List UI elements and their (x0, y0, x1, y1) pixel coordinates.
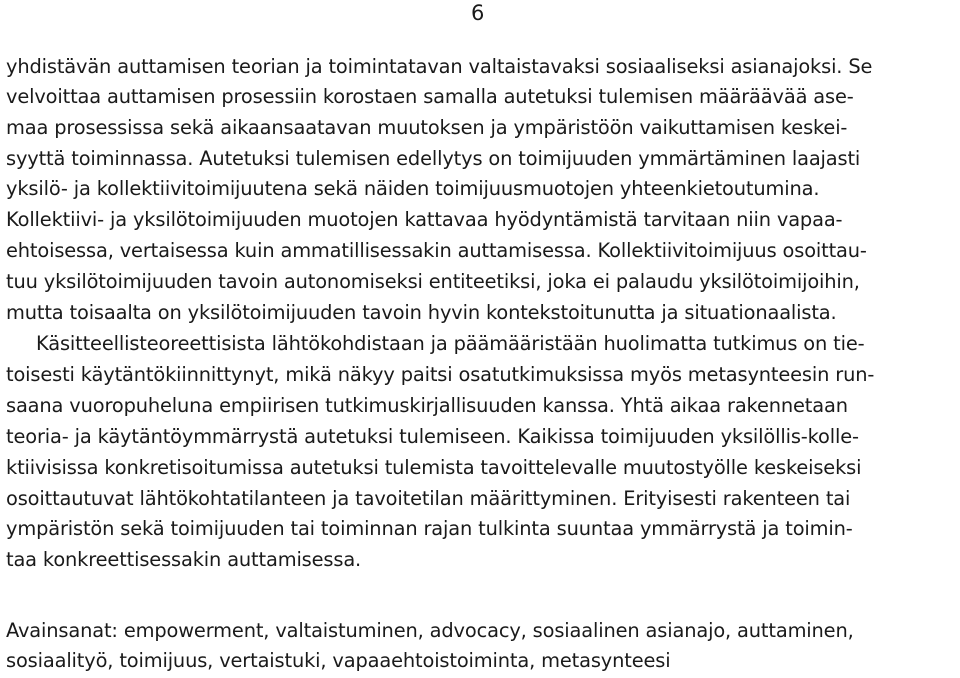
text-line: Käsitteellisteoreettisista lähtökohdistaan ja päämääristään huolimatta tutkimus on tie- (36, 332, 865, 355)
text-line: mutta toisaalta on yksilötoimijuuden tavoin hyvin kontekstoitunutta ja situationaalista. (6, 301, 837, 324)
text-line: ehtoisessa, vertaisessa kuin ammatillisessakin auttamisessa. Kollektiivitoimijuus osoittau- (6, 239, 867, 262)
text-line: yksilö- ja kollektiivitoimijuutena sekä näiden toimijuusmuotojen yhteenkietoutumina. (6, 177, 820, 200)
text-line: maa prosessissa sekä aikaansaatavan muutoksen ja ympäristöön vaikuttamisen keskei- (6, 116, 848, 139)
keywords-line: sosiaalityö, toimijuus, vertaistuki, vapaaehtoistoiminta, metasynteesi (6, 649, 671, 672)
text-line: ktiivisissa konkretisoitumissa autetuksi tulemista tavoittelevalle muutostyölle keskeiseksi (6, 456, 862, 479)
text-line: teoria- ja käytäntöymmärrystä autetuksi tulemiseen. Kaikissa toimijuuden yksilöllis-kolle- (6, 425, 859, 448)
text-line: velvoittaa auttamisen prosessiin korostaen samalla autetuksi tulemisen määräävää ase- (6, 85, 854, 108)
keywords-line: Avainsanat: empowerment, valtaistuminen, advocacy, sosiaalinen asianajo, auttaminen, (6, 619, 854, 642)
text-line: taa konkreettisessakin auttamisessa. (6, 548, 362, 571)
page-number: 6 (471, 1, 485, 25)
text-line: osoittautuvat lähtökohtatilanteen ja tavoitetilan määrittyminen. Erityisesti rakenteen tai (6, 487, 851, 510)
text-line: yhdistävän auttamisen teorian ja toimintatavan valtaistavaksi sosiaaliseksi asianajoksi. Se (6, 55, 873, 78)
text-line: ympäristön sekä toimijuuden tai toiminnan rajan tulkinta suuntaa ymmärrystä ja toimin- (6, 517, 853, 540)
text-line: toisesti käytäntökiinnittynyt, mikä näkyy paitsi osatutkimuksissa myös metasynteesin run- (6, 363, 875, 386)
text-line: syyttä toiminnassa. Autetuksi tulemisen edellytys on toimijuuden ymmärtäminen laajasti (6, 147, 861, 170)
text-line: tuu yksilötoimijuuden tavoin autonomiseksi entiteetiksi, joka ei palaudu yksilötoimijoihin, (6, 270, 860, 293)
text-line: Kollektiivi- ja yksilötoimijuuden muotojen kattavaa hyödyntämistä tarvitaan niin vapaa- (6, 208, 843, 231)
text-line: saana vuoropuheluna empiirisen tutkimuskirjallisuuden kanssa. Yhtä aikaa rakennetaan (6, 394, 848, 417)
